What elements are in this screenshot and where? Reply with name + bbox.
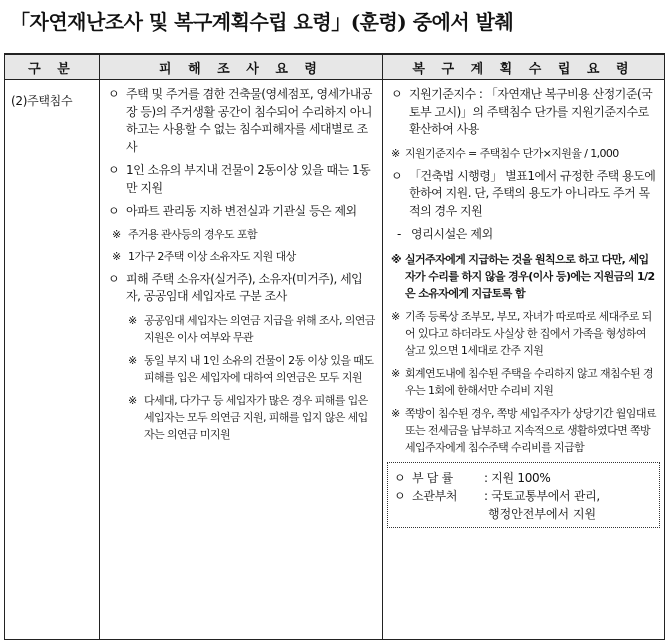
recovery-item-text: 쪽방이 침수된 경우, 쪽방 세입주자가 상당기간 월임대료 또는 전세금을 납부하고 지속적으로 생활하였다면 쪽방 세입주자에게 침수주택 수리비를 지급함 (405, 407, 656, 454)
dash-mark-icon: - (397, 227, 401, 241)
circle-bullet-icon: ㅇ (108, 163, 120, 177)
table-header-row (5, 54, 665, 80)
note-mark-icon: ※ (391, 253, 402, 266)
header-recovery-plan: 복 구 계 획 수 립 요 령 (383, 54, 665, 80)
recovery-item-text: 기족 등록상 조부모, 부모, 자녀가 따로따로 세대주로 되어 있다고 하더라도 사실상 한 집에서 가족을 형성하여 살고 있으면 1세대로 간주 지원 (405, 310, 652, 357)
note-mark-icon: ※ (112, 227, 121, 241)
recovery-item (389, 251, 658, 302)
note-mark-icon: ※ (128, 353, 137, 367)
damage-item-text: 주거용 관사등의 경우도 포함 (128, 227, 258, 241)
category-cell: (2)주택침수 (5, 80, 100, 640)
damage-item (106, 352, 376, 386)
burden-rate-value: : 지원 100% (484, 471, 551, 485)
header-damage-survey: 피 해 조 사 요 령 (100, 54, 383, 80)
circle-bullet-icon: ㅇ (108, 87, 120, 101)
recovery-item-text: 지원기준지수 = 주택침수 단가×지원율 / 1,000 (405, 146, 619, 160)
recovery-item (389, 86, 658, 139)
circle-bullet-icon: ㅇ (391, 168, 403, 183)
note-mark-icon: ※ (391, 310, 400, 323)
circle-bullet-icon: ㅇ (108, 271, 120, 286)
recovery-plan-cell (383, 80, 665, 640)
note-mark-icon: ※ (112, 249, 121, 263)
burden-rate-label: 부 담 률 (412, 471, 453, 485)
damage-item (106, 86, 376, 156)
note-mark-icon: ※ (391, 407, 400, 420)
support-info-box (387, 462, 660, 528)
damage-item-text: 1가구 2주택 이상 소유자도 지원 대상 (128, 249, 296, 263)
circle-bullet-icon: ㅇ (394, 471, 406, 485)
department-value-1: : 국토교통부에서 관리, (484, 489, 600, 503)
damage-item (106, 203, 376, 221)
damage-item-text: 주택 및 주거를 겸한 건축물(영세점포, 영세가내공장 등)의 주거생활 공간이 침수되어 수리하지 아니하고는 사용할 수 없는 침수피해자를 세대별로 조사 (126, 87, 372, 154)
damage-item (106, 249, 376, 265)
damage-item-text: 공공임대 세입자는 의연금 지급을 위해 조사, 의연금 지원은 이사 여부와 무관 (144, 313, 375, 344)
recovery-plan-list (389, 86, 658, 456)
damage-item (106, 162, 376, 197)
circle-bullet-icon: ㅇ (108, 204, 120, 218)
damage-item (106, 271, 376, 306)
recovery-item (389, 365, 658, 399)
burden-rate-line (392, 469, 655, 487)
recovery-item (389, 168, 658, 221)
department-value-2: 행정안전부에서 지원 (488, 507, 597, 521)
recovery-item-text: 회계연도내에 침수된 주택을 수리하지 않고 재침수된 경우는 1회에 한해서만 수리비 지원 (405, 367, 653, 397)
note-mark-icon: ※ (128, 393, 137, 407)
recovery-item (389, 145, 658, 162)
damage-survey-cell (100, 80, 383, 640)
recovery-item-text: 「건축법 시행령」 별표1에서 규정한 주택 용도에 한하여 지원. 단, 주택의 용도가 아니라도 주거 목적의 경우 지원 (409, 168, 656, 218)
damage-item-text: 피해 주택 소유자(실거주), 소유자(미거주), 세입자, 공공임대 세입자로 구분 조사 (126, 271, 363, 303)
damage-item-text: 1인 소유의 부지내 건물이 2동이상 있을 때는 1동만 지원 (126, 163, 371, 195)
note-mark-icon: ※ (391, 367, 400, 380)
department-label: 소관부처 (412, 489, 458, 503)
table-row (5, 80, 665, 640)
circle-bullet-icon: ㅇ (394, 489, 406, 503)
damage-item (106, 312, 376, 346)
header-category: 구 분 (5, 54, 100, 80)
damage-item (106, 392, 376, 443)
note-mark-icon: ※ (391, 146, 400, 160)
damage-survey-list (106, 86, 376, 443)
recovery-item (389, 308, 658, 359)
recovery-item (389, 226, 658, 243)
note-mark-icon: ※ (128, 313, 137, 327)
recovery-item-text: 실거주자에게 지급하는 것을 원칙으로 하고 다만, 세입자가 수리를 하지 않을 경우(이사 등)에는 지원금의 1/2은 소유자에게 지급토록 함 (405, 253, 655, 300)
page-title: 「자연재난조사 및 복구계획수립 요령」(훈령) 중에서 발췌 (10, 10, 514, 34)
damage-item-text: 동일 부지 내 1인 소유의 건물이 2동 이상 있을 때도 피해를 입은 세입자에 대하여 의연금은 모두 지원 (144, 353, 374, 384)
damage-item (106, 227, 376, 243)
guideline-table (4, 53, 665, 640)
recovery-item-text: 영리시설은 제외 (411, 227, 493, 241)
damage-item-text: 아파트 관리동 지하 변전실과 기관실 등은 제외 (126, 204, 357, 218)
circle-bullet-icon: ㅇ (391, 87, 403, 101)
recovery-item (389, 405, 658, 456)
damage-item-text: 다세대, 다가구 등 세입자가 많은 경우 피해를 입은 세입자는 모두 의연금 지원, 피해를 입지 않은 세입자는 의연금 미지원 (144, 393, 368, 441)
recovery-item-text: 지원기준지수 : 「자연재난 복구비용 산정기준(국토부 고시)」의 주택침수 단가를 지원기준지수로 환산하여 사용 (409, 87, 653, 136)
department-line (392, 487, 655, 505)
